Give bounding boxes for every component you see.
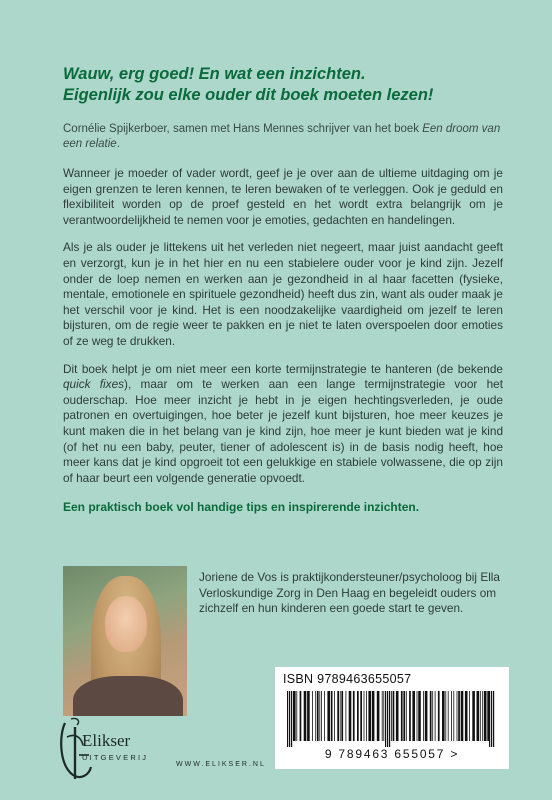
isbn-barcode-box (275, 667, 509, 769)
paragraph-3-part-a: Dit boek helpt je om niet meer een korte termijnstrategie te hanteren (de bekende (63, 361, 503, 376)
quote-attribution (63, 122, 503, 152)
paragraph-1: Wanneer je moeder of vader wordt, geef je je over aan de ultieme uitdaging om je eigen grenzen te leren kennen, te leren bewaken of te verleggen. Ook je geduld en flexibiliteit worden op de proef gesteld en het wordt extra belangrijk om je verantwoordelijkheid te nemen voor je emoties, gedachten en handelingen. (63, 166, 503, 227)
author-photo (63, 566, 187, 716)
publisher-sub: UITGEVERIJ (82, 753, 149, 762)
barcode-icon (281, 691, 503, 747)
attribution-text: Cornélie Spijkerboer, samen met Hans Mennes schrijver van het boek (63, 123, 423, 135)
author-bio: Joriene de Vos is praktijkondersteuner/psycholoog bij Ella Verloskundige Zorg in Den Haag en begeleidt ouders om zichzelf en hun kinderen een goede start te geven. (199, 570, 500, 616)
attribution-end: . (116, 138, 120, 150)
attribution-book-title: Een droom van een relatie (63, 123, 501, 150)
isbn-label: ISBN 9789463655057 (283, 672, 412, 686)
tagline: Een praktisch boek vol handige tips en inspirerende inzichten. (63, 500, 420, 515)
publisher-name: Elikser (82, 731, 131, 750)
paragraph-2: Als je als ouder je littekens uit het verleden niet negeert, maar juist aandacht geeft en verzorgt, kun je in het hier en nu een stabielere ouder voor je kind zijn. Jezelf onder de loep nemen en werken aan je gezondheid in al haar facetten (fysieke, mentale, emotionele en spirituele gezondheid) heeft dus zin, want als ouder maak je het verschil voor je kind. Het is een noodzakelijke vaardigheid om jezelf te leren bijsturen, om de regie weer te pakken en je niet te laten overspoelen door emoties of ze weg te drukken. (63, 240, 503, 348)
main-text-column (63, 64, 503, 514)
review-quote (63, 64, 503, 106)
barcode-digits: 9 789463 655057 > (324, 747, 460, 761)
paragraph-3-part-b: ), maar om te werken aan een lange termijnstrategie voor het ouderschap. Hoe meer inzicht je hebt in je eigen hechtingsverleden, je oude patronen en overtuigingen, hoe beter je jezelf kunt bijsturen, hoe meer keuzes je kunt maken die in het belang van je kind zijn, hoe meer je kunt bieden wat je kind (of het nu een baby, peuter, tiener of adolescent is) in de basis nodig heeft, hoe meer kans dat je kind opgroeit tot een gelukkige en stabiele volwassene, die op zijn of haar beurt een volgende generatie opvoedt. (63, 377, 503, 485)
publisher-website: WWW.ELIKSER.NL (176, 761, 266, 768)
paragraph-3-emphasis: quick fixes (63, 377, 125, 392)
quote-line-2: Eigenlijk zou elke ouder dit boek moeten lezen! (63, 86, 434, 104)
paragraph-3 (63, 362, 503, 487)
quote-line-1: Wauw, erg goed! En wat een inzichten. (63, 65, 366, 83)
